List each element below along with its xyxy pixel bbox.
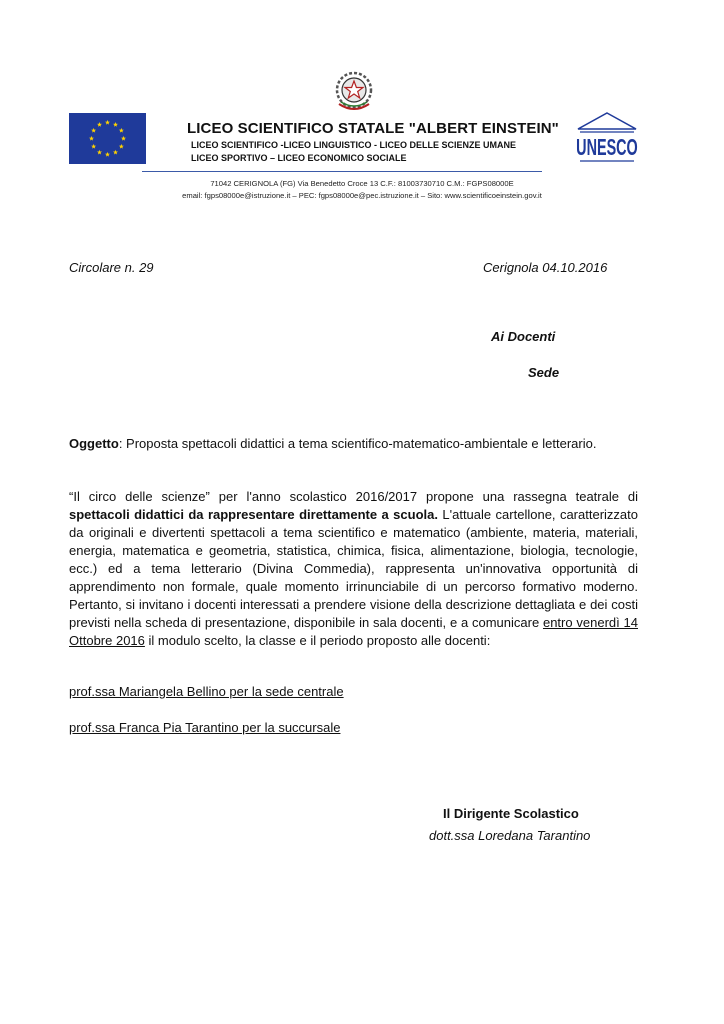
subject-label: Oggetto (69, 436, 119, 451)
body-paragraph (69, 488, 638, 650)
eu-flag-logo (69, 113, 146, 164)
place-date: Cerignola 04.10.2016 (483, 260, 608, 275)
body-text-2: L'attuale cartellone, caratterizzato da originali e divertenti spettacoli a tema scientifico e matematico (ambiente, materia, materiali, energia, matematica e geometria, statistica, chimica, fisica, alimentazione, biologia, tecnologie, ecc.) ed a tema letterario (Divina Commedia), rappresenta un'innovativa opportunità di apprendimento non formale, quale momento irrinunciabile di un percorso formativo moderno. Pertanto, si invitano i docenti interessati a prendere visione della descrizione dettagliata e dei costi previsti nella scheda di presentazione, disponibile in sala docenti, e a comunicare (69, 507, 638, 630)
deadline-text: entro venerdì 14 Ottobre 2016 (69, 615, 638, 648)
italian-republic-emblem (331, 68, 377, 116)
body-text-1: “Il circo delle scienze” per l'anno scolastico 2016/2017 propone una rassegna teatrale di (69, 489, 638, 504)
recipients: Ai Docenti (491, 329, 556, 344)
subject-line (69, 436, 596, 451)
signer-role: Il Dirigente Scolastico (443, 806, 579, 821)
body-text-3: il modulo scelto, la classe e il periodo proposto alle docenti: (144, 633, 491, 648)
seat: Sede (528, 365, 560, 380)
circular-number: Circolare n. 29 (69, 260, 154, 275)
school-name: LICEO SCIENTIFICO STATALE "ALBERT EINSTEIN" (187, 120, 559, 137)
unesco-logo-text: UNESCO (576, 135, 638, 162)
signer-name: dott.ssa Loredana Tarantino (429, 828, 591, 843)
school-subtitle-line: LICEO SPORTIVO – LICEO ECONOMICO SOCIALE (191, 152, 407, 163)
contact-info (145, 178, 579, 202)
teacher-contact-branch: prof.ssa Franca Pia Tarantino per la succursale (69, 720, 341, 735)
eu-stars-icon (69, 113, 146, 164)
address-line: 71042 CERIGNOLA (FG) Via Benedetto Croce 13 C.F.: 81003730710 C.M.: FGPS08000E (210, 179, 514, 188)
header-divider (142, 171, 542, 172)
school-subtitle (191, 139, 516, 164)
teacher-contact-central: prof.ssa Mariangela Bellino per la sede centrale (69, 684, 344, 699)
email-line: email: fgps08000e@istruzione.it – PEC: fgps08000e@pec.istruzione.it – Sito: www.scientificoeinstein.gov.it (182, 191, 542, 200)
unesco-logo (576, 111, 638, 169)
body-bold-text: spettacoli didattici da rappresentare direttamente a scuola. (69, 507, 438, 522)
school-subtitle-line: LICEO SCIENTIFICO -LICEO LINGUISTICO - LICEO DELLE SCIENZE UMANE (191, 140, 517, 150)
subject-text: : Proposta spettacoli didattici a tema scientifico-matematico-ambientale e letterario. (118, 436, 597, 451)
